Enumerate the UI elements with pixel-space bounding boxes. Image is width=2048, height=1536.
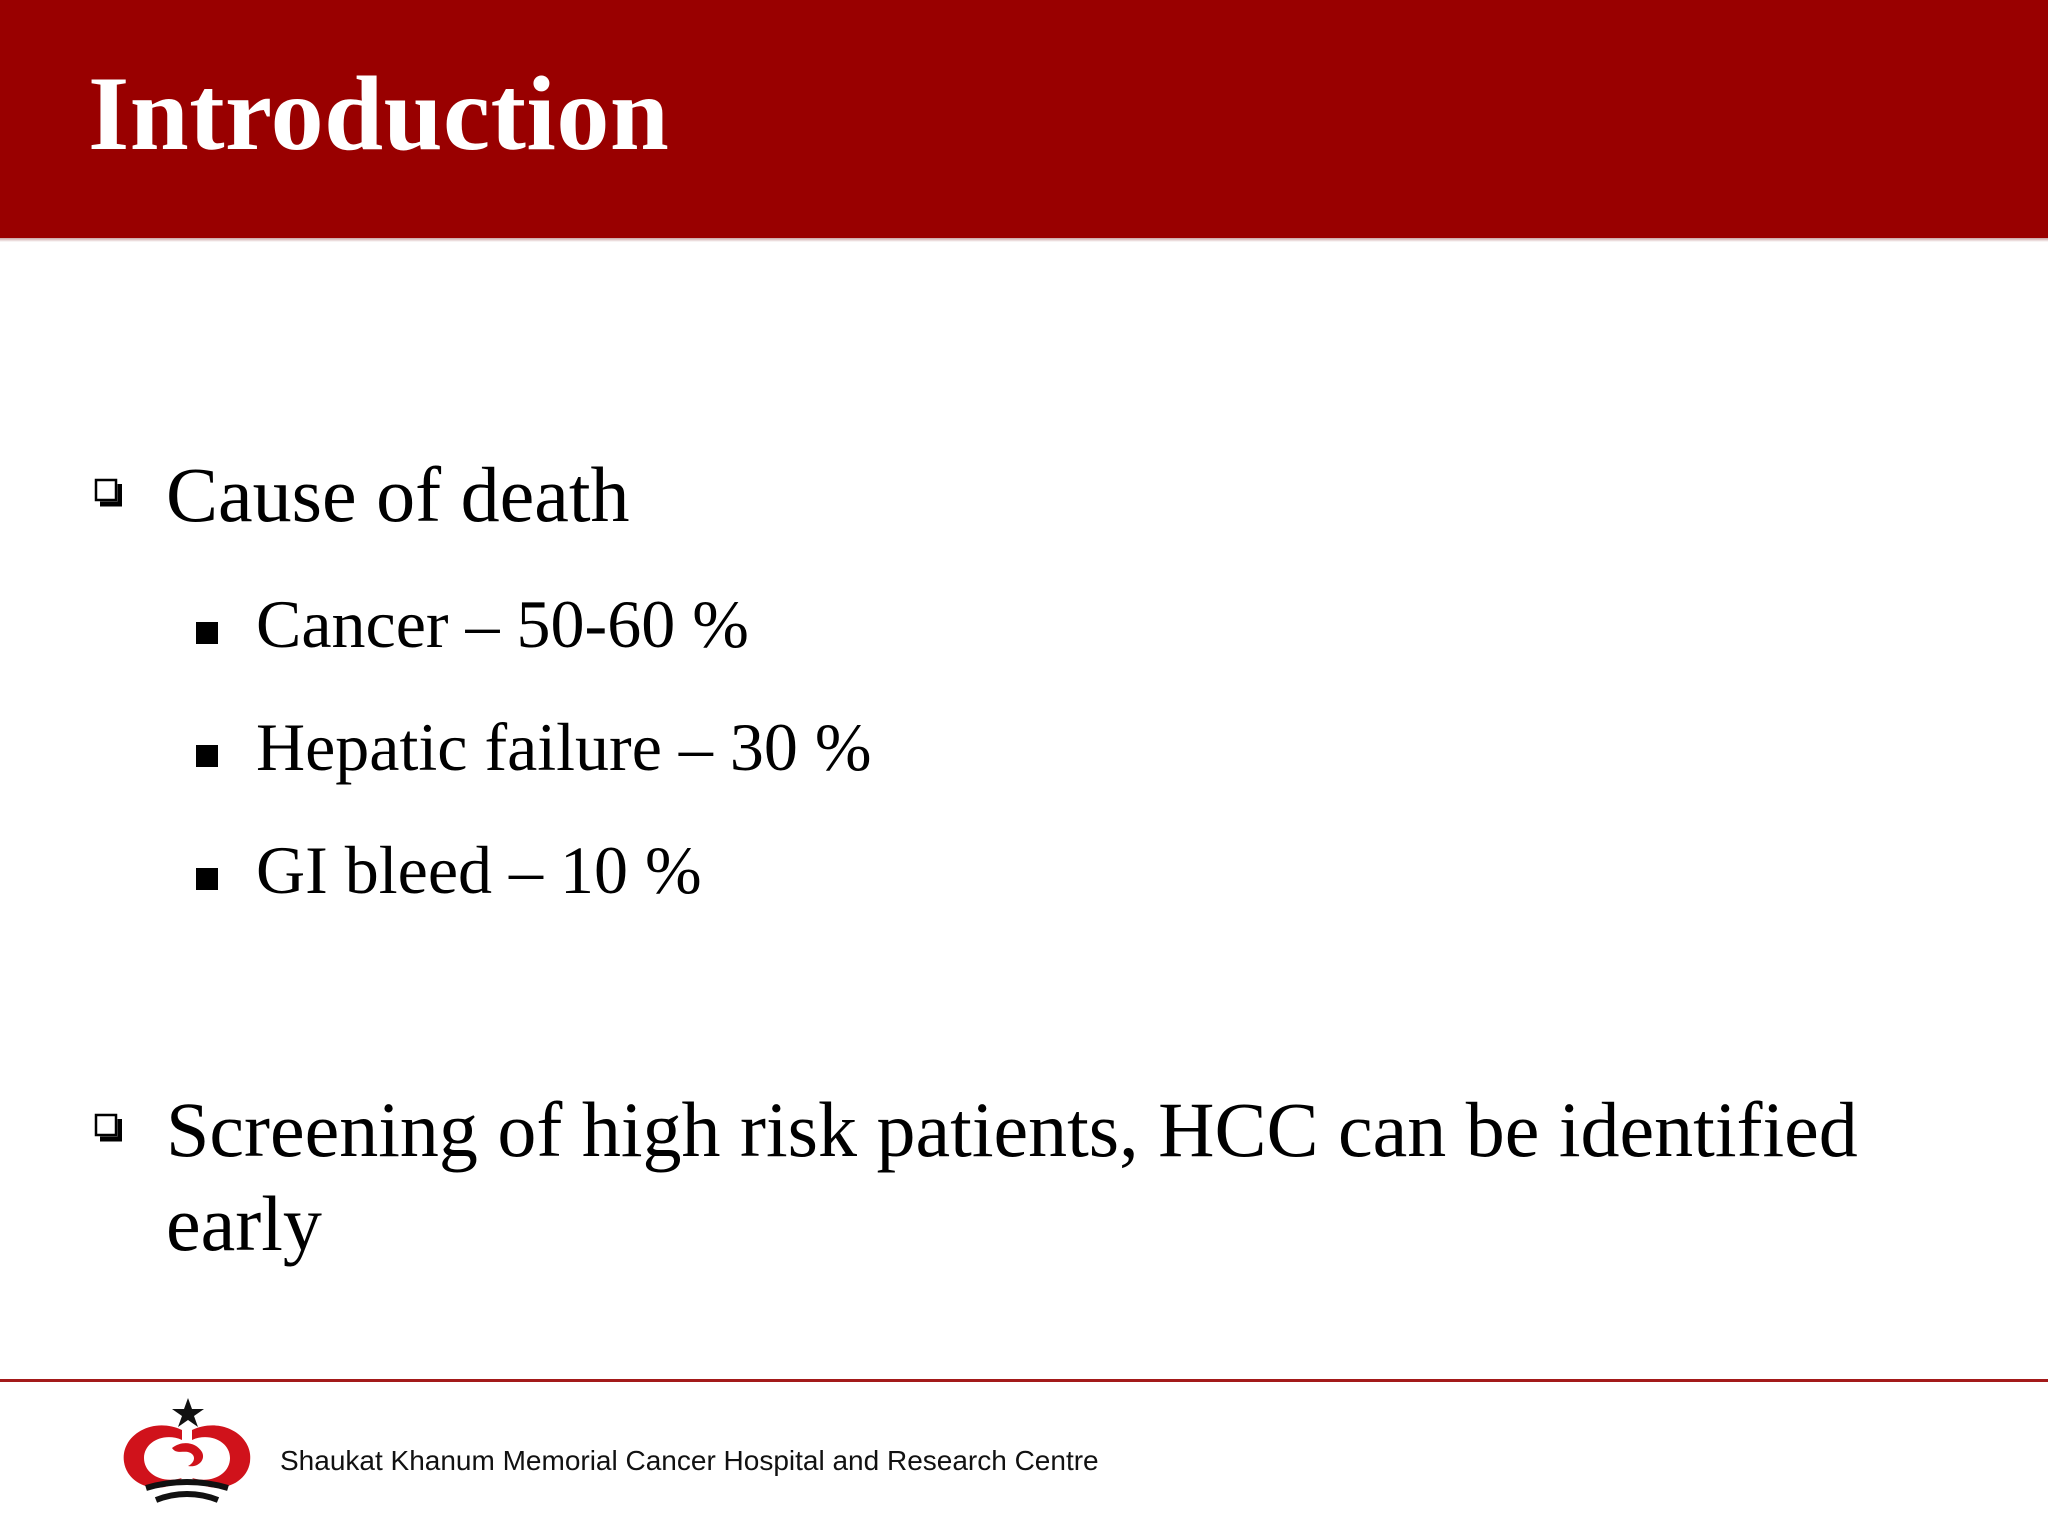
filled-square-bullet-icon	[196, 622, 218, 644]
skmch-logo-icon	[112, 1396, 262, 1508]
hollow-square-bullet-icon	[92, 1113, 122, 1143]
footer-divider	[0, 1379, 2048, 1382]
bullet-text: Screening of high risk patients, HCC can be identified early	[166, 1086, 1858, 1267]
filled-square-bullet-icon	[196, 868, 218, 890]
filled-square-bullet-icon	[196, 745, 218, 767]
sub-bullet-text: Hepatic failure – 30 %	[256, 709, 872, 785]
bullet-text: Cause of death	[166, 451, 630, 538]
sub-bullet-text: Cancer – 50-60 %	[256, 586, 749, 662]
organization-name: Shaukat Khanum Memorial Cancer Hospital and Research Centre	[280, 1445, 1099, 1476]
hollow-square-bullet-icon	[92, 478, 122, 508]
sub-bullet-text: GI bleed – 10 %	[256, 832, 702, 908]
slide-title: Introduction	[88, 55, 670, 172]
